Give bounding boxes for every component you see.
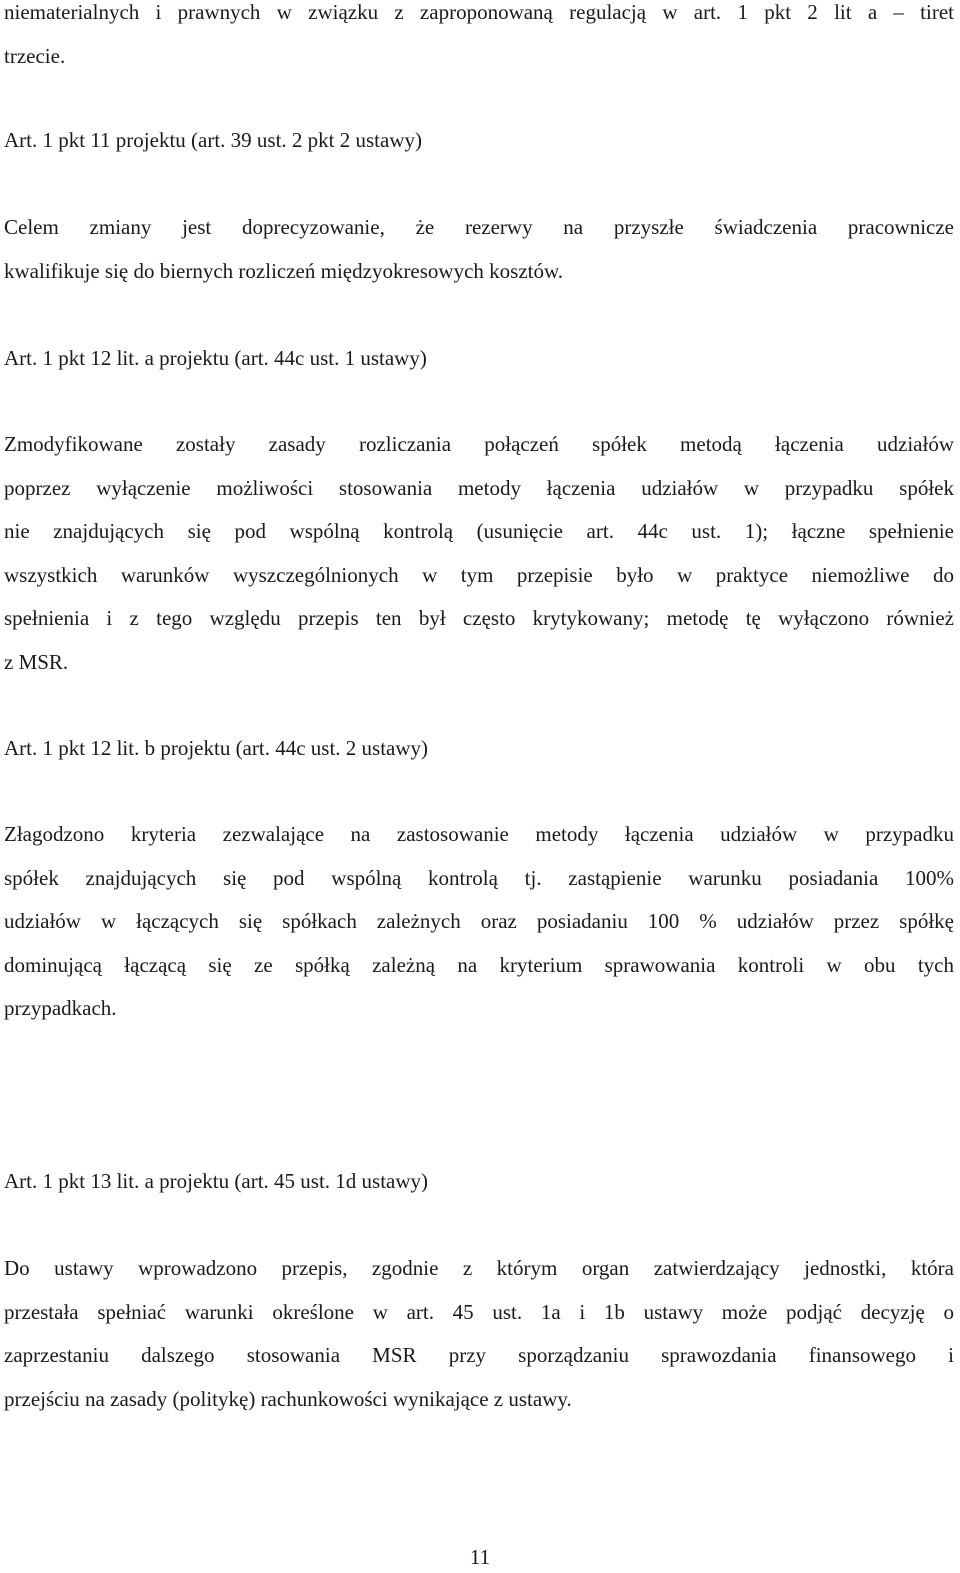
paragraph-line: kwalifikuje się do biernych rozliczeń międzyokresowych kosztów.	[4, 258, 564, 283]
paragraph-line: spółek znajdujących się pod wspólną kontrolą tj. zastąpienie warunku posiadania 100%	[4, 865, 954, 890]
paragraph-line: dominującą łączącą się ze spółką zależną na kryterium sprawowania kontroli w obu tych	[4, 952, 954, 977]
paragraph-line: nie znajdujących się pod wspólną kontrolą (usunięcie art. 44c ust. 1); łączne spełnienie	[4, 519, 954, 544]
paragraph-line: Celem zmiany jest doprecyzowanie, że rezerwy na przyszłe świadczenia pracownicze	[4, 215, 954, 239]
intro-line: trzecie.	[4, 43, 66, 68]
section-heading: Art. 1 pkt 11 projektu (art. 39 ust. 2 pkt 2 ustawy)	[4, 128, 423, 152]
section-paragraph	[4, 813, 954, 1031]
paragraph-line: przejściu na zasady (politykę) rachunkowości wynikające z ustawy.	[4, 1386, 572, 1411]
page-number: 11	[469, 1545, 491, 1569]
intro-paragraph	[4, 0, 954, 78]
paragraph-line: udziałów w łączących się spółkach zależnych oraz posiadaniu 100 % udziałów przez spółkę	[4, 909, 954, 934]
section-paragraph	[4, 206, 954, 293]
section-heading: Art. 1 pkt 12 lit. a projektu (art. 44c ust. 1 ustawy)	[4, 346, 427, 370]
section-heading: Art. 1 pkt 13 lit. a projektu (art. 45 ust. 1d ustawy)	[4, 1169, 429, 1193]
paragraph-line: przestała spełniać warunki określone w art. 45 ust. 1a i 1b ustawy może podjąć decyzję o	[4, 1299, 954, 1324]
paragraph-line: Złagodzono kryteria zezwalające na zastosowanie metody łączenia udziałów w przypadku	[4, 822, 954, 846]
section-paragraph	[4, 1247, 954, 1421]
paragraph-line: zaprzestaniu dalszego stosowania MSR przy sporządzaniu sprawozdania finansowego i	[4, 1343, 954, 1368]
paragraph-line: z MSR.	[4, 649, 69, 674]
intro-line: niematerialnych i prawnych w związku z zaproponowaną regulacją w art. 1 pkt 2 lit a – tiret	[4, 0, 954, 24]
section-heading: Art. 1 pkt 12 lit. b projektu (art. 44c ust. 2 ustawy)	[4, 736, 429, 760]
section-paragraph	[4, 423, 954, 685]
paragraph-line: przypadkach.	[4, 996, 117, 1021]
paragraph-line: spełnienia i z tego względu przepis ten był często krytykowany; metodę tę wyłączono również	[4, 606, 954, 631]
paragraph-line: Do ustawy wprowadzono przepis, zgodnie z którym organ zatwierdzający jednostki, która	[4, 1256, 954, 1280]
paragraph-line: wszystkich warunków wyszczególnionych w tym przepisie było w praktyce niemożliwe do	[4, 562, 954, 587]
paragraph-line: poprzez wyłączenie możliwości stosowania metody łączenia udziałów w przypadku spółek	[4, 475, 954, 500]
paragraph-line: Zmodyfikowane zostały zasady rozliczania połączeń spółek metodą łączenia udziałów	[4, 432, 954, 456]
